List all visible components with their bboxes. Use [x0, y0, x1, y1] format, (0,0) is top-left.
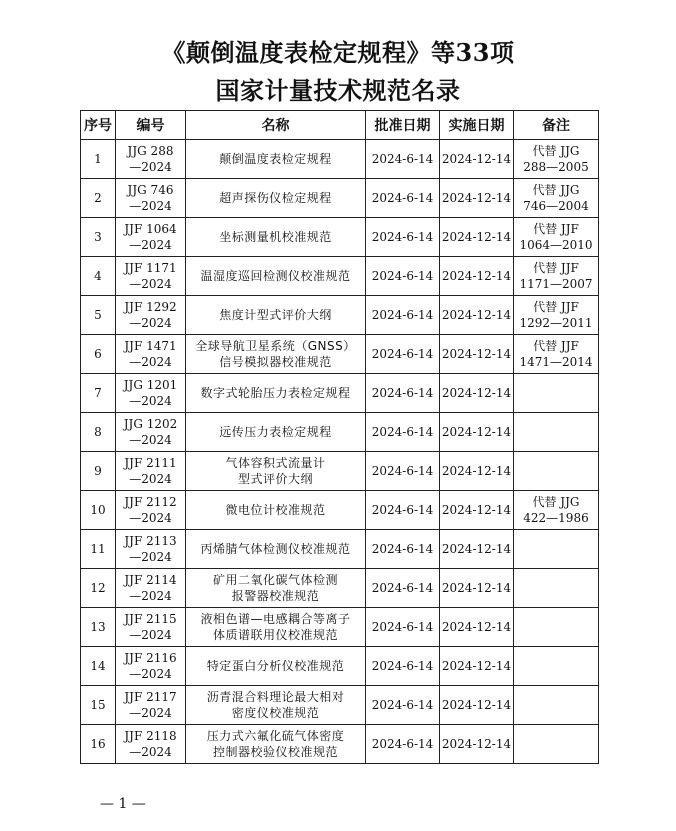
cell-serial — [81, 179, 116, 218]
cell-approval-date-line: 2024-6-14 — [371, 503, 434, 517]
cell-implementation-date-line: 2024-12-14 — [441, 503, 512, 517]
cell-serial — [81, 725, 116, 764]
cell-approval-date-line: 2024-6-14 — [371, 737, 434, 751]
table-row — [81, 686, 599, 725]
cell-implementation-date — [440, 179, 514, 218]
cell-remarks-line: 1171—2007 — [519, 277, 593, 291]
cell-approval-date-line: 2024-6-14 — [371, 464, 434, 478]
cell-name — [186, 452, 366, 491]
cell-name — [186, 179, 366, 218]
cell-remarks-line: 422—1986 — [523, 511, 589, 525]
cell-serial — [81, 647, 116, 686]
cell-serial — [81, 296, 116, 335]
cell-name-line: 压力式六氟化硫气体密度 — [206, 729, 345, 743]
table-row — [81, 413, 599, 452]
cell-approval-date-line: 2024-6-14 — [371, 425, 434, 439]
cell-serial-line: 3 — [94, 230, 102, 244]
cell-name — [186, 374, 366, 413]
header-serial: 序号 — [81, 111, 116, 140]
cell-implementation-date — [440, 140, 514, 179]
cell-remarks — [514, 686, 599, 725]
cell-implementation-date — [440, 686, 514, 725]
cell-serial — [81, 257, 116, 296]
cell-approval-date — [366, 491, 440, 530]
cell-approval-date-line: 2024-6-14 — [371, 269, 434, 283]
cell-implementation-date — [440, 413, 514, 452]
cell-name-line: 密度仪校准规范 — [231, 706, 320, 720]
cell-remarks — [514, 296, 599, 335]
header-code: 编号 — [116, 111, 186, 140]
cell-code-line: JJF 2115 — [124, 612, 177, 626]
cell-approval-date-line: 2024-6-14 — [371, 659, 434, 673]
cell-serial — [81, 374, 116, 413]
cell-name — [186, 335, 366, 374]
cell-name-line: 体质谱联用仪校准规范 — [212, 628, 338, 642]
cell-implementation-date-line: 2024-12-14 — [441, 581, 512, 595]
cell-remarks-line: 代替 JJF — [533, 261, 579, 275]
cell-serial-line: 12 — [90, 581, 106, 595]
cell-implementation-date — [440, 491, 514, 530]
cell-name — [186, 725, 366, 764]
cell-name-line: 颠倒温度表检定规程 — [219, 152, 332, 166]
cell-serial — [81, 686, 116, 725]
cell-name-line: 信号模拟器校准规范 — [219, 355, 332, 369]
cell-serial — [81, 218, 116, 257]
cell-name — [186, 257, 366, 296]
cell-code-line: —2024 — [129, 199, 172, 213]
table-row — [81, 647, 599, 686]
cell-remarks — [514, 257, 599, 296]
cell-approval-date-line: 2024-6-14 — [371, 230, 434, 244]
table-row — [81, 530, 599, 569]
cell-implementation-date — [440, 647, 514, 686]
table-row — [81, 179, 599, 218]
table-row — [81, 335, 599, 374]
cell-implementation-date-line: 2024-12-14 — [441, 347, 512, 361]
cell-code-line: JJG 1201 — [123, 378, 178, 392]
cell-implementation-date-line: 2024-12-14 — [441, 191, 512, 205]
cell-implementation-date-line: 2024-12-14 — [441, 230, 512, 244]
cell-remarks — [514, 725, 599, 764]
cell-code-line: JJG 288 — [127, 144, 174, 158]
cell-implementation-date — [440, 608, 514, 647]
cell-name — [186, 140, 366, 179]
cell-name — [186, 218, 366, 257]
cell-approval-date — [366, 413, 440, 452]
cell-code — [116, 530, 186, 569]
cell-serial-line: 8 — [94, 425, 102, 439]
cell-code — [116, 608, 186, 647]
cell-serial-line: 14 — [90, 659, 106, 673]
cell-serial-line: 10 — [90, 503, 106, 517]
cell-serial-line: 1 — [94, 152, 102, 166]
cell-remarks-line: 代替 JJG — [532, 183, 580, 197]
cell-code-line: —2024 — [129, 238, 172, 252]
cell-implementation-date — [440, 218, 514, 257]
cell-code — [116, 452, 186, 491]
cell-implementation-date-line: 2024-12-14 — [441, 620, 512, 634]
cell-approval-date-line: 2024-6-14 — [371, 386, 434, 400]
cell-remarks — [514, 179, 599, 218]
cell-code-line: —2024 — [129, 433, 172, 447]
document-title-line-2: 国家计量技术规范名录 — [215, 76, 461, 105]
cell-code-line: —2024 — [129, 706, 172, 720]
cell-name-line: 液相色谱—电感耦合等离子 — [200, 612, 351, 626]
cell-code-line: JJF 2111 — [124, 456, 177, 470]
cell-code-line: —2024 — [129, 277, 172, 291]
header-implementation-date: 实施日期 — [440, 111, 514, 140]
cell-code-line: —2024 — [129, 550, 172, 564]
cell-remarks — [514, 491, 599, 530]
cell-code — [116, 140, 186, 179]
cell-implementation-date-line: 2024-12-14 — [441, 425, 512, 439]
cell-name-line: 全球导航卫星系统（GNSS） — [195, 339, 356, 353]
cell-approval-date — [366, 296, 440, 335]
cell-approval-date-line: 2024-6-14 — [371, 152, 434, 166]
cell-code-line: JJF 1171 — [124, 261, 177, 275]
cell-serial — [81, 530, 116, 569]
cell-serial — [81, 335, 116, 374]
cell-code — [116, 218, 186, 257]
cell-name-line: 焦度计型式评价大纲 — [219, 308, 332, 322]
cell-implementation-date — [440, 569, 514, 608]
cell-code-line: JJF 2118 — [124, 729, 177, 743]
cell-name — [186, 647, 366, 686]
cell-name — [186, 608, 366, 647]
cell-code — [116, 686, 186, 725]
cell-code-line: JJF 2113 — [124, 534, 177, 548]
cell-name — [186, 530, 366, 569]
table-row — [81, 452, 599, 491]
cell-remarks — [514, 413, 599, 452]
cell-name-line: 远传压力表检定规程 — [219, 425, 332, 439]
cell-code-line: JJF 2114 — [124, 573, 177, 587]
table-row — [81, 569, 599, 608]
cell-remarks — [514, 569, 599, 608]
cell-implementation-date-line: 2024-12-14 — [441, 308, 512, 322]
header-remarks: 备注 — [514, 111, 599, 140]
cell-name-line: 丙烯腈气体检测仪校准规范 — [200, 542, 351, 556]
cell-serial-line: 4 — [94, 269, 102, 283]
cell-code-line: —2024 — [129, 511, 172, 525]
cell-implementation-date — [440, 335, 514, 374]
cell-code — [116, 491, 186, 530]
cell-serial-line: 5 — [94, 308, 102, 322]
cell-implementation-date-line: 2024-12-14 — [441, 386, 512, 400]
cell-remarks-line: 746—2004 — [523, 199, 589, 213]
cell-implementation-date-line: 2024-12-14 — [441, 464, 512, 478]
cell-approval-date-line: 2024-6-14 — [371, 191, 434, 205]
cell-approval-date — [366, 569, 440, 608]
table-row — [81, 218, 599, 257]
cell-serial-line: 16 — [90, 737, 106, 751]
cell-code — [116, 725, 186, 764]
cell-name-line: 气体容积式流量计 — [225, 456, 326, 470]
cell-approval-date — [366, 530, 440, 569]
cell-remarks — [514, 608, 599, 647]
cell-approval-date-line: 2024-6-14 — [371, 581, 434, 595]
cell-code — [116, 569, 186, 608]
cell-serial — [81, 413, 116, 452]
cell-implementation-date-line: 2024-12-14 — [441, 269, 512, 283]
regulation-table — [80, 110, 599, 764]
cell-serial — [81, 569, 116, 608]
cell-name — [186, 491, 366, 530]
table-header-row — [81, 111, 599, 140]
cell-remarks-line: 1471—2014 — [519, 355, 593, 369]
table-row — [81, 257, 599, 296]
cell-remarks-line: 1064—2010 — [519, 238, 593, 252]
cell-serial-line: 9 — [94, 464, 102, 478]
cell-code-line: —2024 — [129, 394, 172, 408]
cell-code-line: —2024 — [129, 628, 172, 642]
cell-name-line: 沥青混合料理论最大相对 — [206, 690, 345, 704]
cell-implementation-date-line: 2024-12-14 — [441, 152, 512, 166]
cell-name-line: 微电位计校准规范 — [225, 503, 326, 517]
cell-code-line: —2024 — [129, 160, 172, 174]
cell-remarks — [514, 218, 599, 257]
cell-name-line: 矿用二氧化碳气体检测 — [212, 573, 338, 587]
cell-remarks-line: 代替 JJG — [532, 144, 580, 158]
cell-approval-date — [366, 608, 440, 647]
cell-approval-date-line: 2024-6-14 — [371, 698, 434, 712]
cell-code-line: JJF 1064 — [124, 222, 177, 236]
cell-remarks — [514, 452, 599, 491]
table-row — [81, 491, 599, 530]
cell-implementation-date — [440, 452, 514, 491]
cell-approval-date — [366, 647, 440, 686]
cell-approval-date-line: 2024-6-14 — [371, 620, 434, 634]
cell-code-line: —2024 — [129, 316, 172, 330]
cell-code — [116, 647, 186, 686]
cell-serial-line: 15 — [90, 698, 106, 712]
cell-approval-date — [366, 218, 440, 257]
cell-name — [186, 686, 366, 725]
cell-implementation-date — [440, 374, 514, 413]
cell-serial-line: 6 — [94, 347, 102, 361]
table-row — [81, 296, 599, 335]
cell-remarks-line: 代替 JJF — [533, 339, 579, 353]
cell-serial-line: 7 — [94, 386, 102, 400]
cell-implementation-date — [440, 257, 514, 296]
cell-code-line: JJG 1202 — [123, 417, 178, 431]
header-approval-date: 批准日期 — [366, 111, 440, 140]
cell-code — [116, 296, 186, 335]
cell-serial-line: 2 — [94, 191, 102, 205]
cell-code-line: —2024 — [129, 745, 172, 759]
cell-name — [186, 413, 366, 452]
cell-implementation-date — [440, 725, 514, 764]
cell-serial — [81, 452, 116, 491]
cell-serial-line: 13 — [90, 620, 106, 634]
table-row — [81, 608, 599, 647]
cell-approval-date — [366, 179, 440, 218]
cell-approval-date — [366, 257, 440, 296]
cell-code-line: JJF 1471 — [124, 339, 177, 353]
cell-code-line: JJG 746 — [127, 183, 174, 197]
cell-code-line: JJF 1292 — [124, 300, 177, 314]
cell-approval-date — [366, 335, 440, 374]
cell-code — [116, 257, 186, 296]
cell-code-line: —2024 — [129, 472, 172, 486]
cell-remarks — [514, 647, 599, 686]
cell-serial — [81, 140, 116, 179]
cell-approval-date — [366, 452, 440, 491]
cell-approval-date-line: 2024-6-14 — [371, 308, 434, 322]
cell-implementation-date — [440, 530, 514, 569]
table-row — [81, 725, 599, 764]
cell-remarks — [514, 140, 599, 179]
cell-remarks-line: 1292—2011 — [519, 316, 593, 330]
cell-implementation-date-line: 2024-12-14 — [441, 737, 512, 751]
cell-code — [116, 374, 186, 413]
cell-serial — [81, 608, 116, 647]
cell-remarks-line: 代替 JJG — [532, 495, 580, 509]
cell-name-line: 报警器校准规范 — [231, 589, 320, 603]
cell-code-line: JJF 2116 — [124, 651, 177, 665]
cell-code-line: —2024 — [129, 355, 172, 369]
cell-code-line: JJF 2117 — [124, 690, 177, 704]
cell-remarks — [514, 374, 599, 413]
cell-approval-date — [366, 686, 440, 725]
cell-implementation-date — [440, 296, 514, 335]
cell-approval-date — [366, 140, 440, 179]
cell-code — [116, 335, 186, 374]
cell-code-line: JJF 2112 — [124, 495, 177, 509]
cell-remarks-line: 代替 JJF — [533, 222, 579, 236]
cell-code-line: —2024 — [129, 667, 172, 681]
cell-code — [116, 179, 186, 218]
cell-serial — [81, 491, 116, 530]
cell-approval-date — [366, 725, 440, 764]
cell-implementation-date-line: 2024-12-14 — [441, 698, 512, 712]
cell-remarks — [514, 335, 599, 374]
header-name: 名称 — [186, 111, 366, 140]
cell-name — [186, 569, 366, 608]
cell-implementation-date-line: 2024-12-14 — [441, 542, 512, 556]
cell-approval-date-line: 2024-6-14 — [371, 347, 434, 361]
cell-name-line: 超声探伤仪检定规程 — [219, 191, 332, 205]
table-row — [81, 374, 599, 413]
cell-name-line: 特定蛋白分析仪校准规范 — [206, 659, 345, 673]
cell-approval-date — [366, 374, 440, 413]
cell-name-line: 控制器校验仪校准规范 — [212, 745, 338, 759]
cell-remarks-line: 288—2005 — [523, 160, 589, 174]
cell-name-line: 型式评价大纲 — [237, 472, 313, 486]
page-number: — 1 — — [100, 796, 146, 812]
cell-implementation-date-line: 2024-12-14 — [441, 659, 512, 673]
cell-name-line: 数字式轮胎压力表检定规程 — [200, 386, 351, 400]
cell-name-line: 坐标测量机校准规范 — [219, 230, 332, 244]
table-row — [81, 140, 599, 179]
cell-name-line: 温湿度巡回检测仪校准规范 — [200, 269, 351, 283]
cell-name — [186, 296, 366, 335]
cell-approval-date-line: 2024-6-14 — [371, 542, 434, 556]
cell-remarks-line: 代替 JJF — [533, 300, 579, 314]
cell-code-line: —2024 — [129, 589, 172, 603]
cell-code — [116, 413, 186, 452]
cell-serial-line: 11 — [90, 542, 106, 556]
cell-remarks — [514, 530, 599, 569]
document-title-line-1: 《颠倒温度表检定规程》等33项 — [161, 38, 515, 67]
